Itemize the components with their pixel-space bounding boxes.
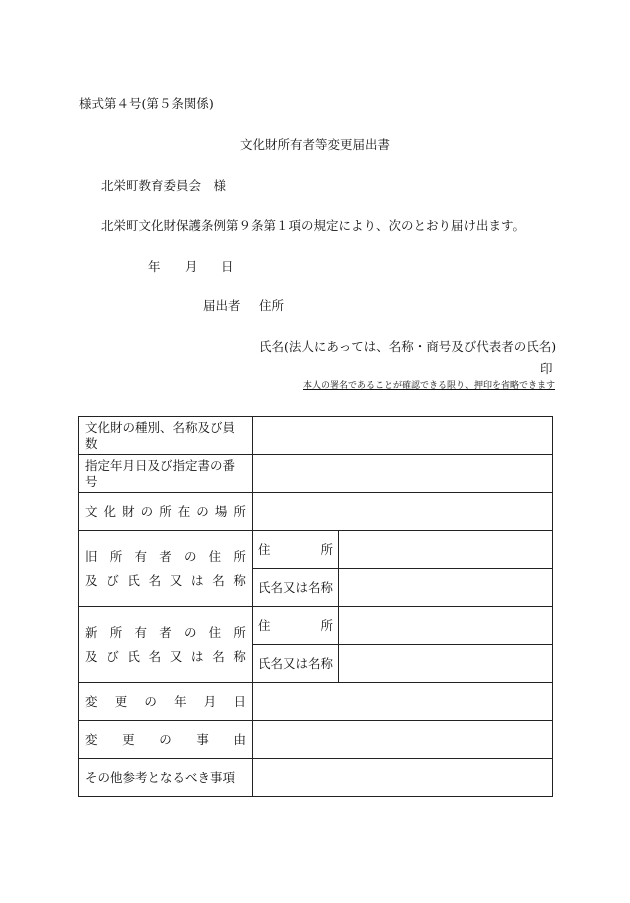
new-owner-line2: 及 び 氏 名 又 は 名 称 — [85, 648, 246, 664]
old-owner-name-value[interactable] — [339, 569, 553, 607]
new-owner-address-value[interactable] — [339, 607, 553, 645]
table-row — [79, 493, 553, 531]
row-label-kind: 文化財の種別、名称及び員数 — [79, 417, 253, 455]
submitter-name-label: 氏名(法人にあっては、名称・商号及び代表者の氏名) — [259, 339, 557, 354]
new-owner-name-label: 氏名又は名称 — [253, 645, 339, 683]
table-row — [79, 683, 553, 721]
kind-value-cell[interactable] — [253, 417, 553, 455]
table-row — [79, 607, 553, 645]
preamble-text: 北栄町文化財保護条例第９条第１項の規定により、次のとおり届け出ます。 — [101, 218, 526, 233]
form-table — [78, 416, 553, 797]
form-number: 様式第４号(第５条関係) — [79, 96, 214, 111]
submitter-label: 届出者 — [203, 298, 241, 313]
row-label-other: その他参考となるべき事項 — [79, 759, 253, 797]
location-label-line: 文 化 財 の 所 在 の 場 所 — [85, 503, 246, 519]
old-owner-address-value[interactable] — [339, 531, 553, 569]
date-day-label: 日 — [221, 259, 234, 274]
row-label-change-date: 変 更 の 年 月 日 — [79, 683, 253, 721]
row-label-old-owner — [79, 531, 253, 607]
table-row — [79, 721, 553, 759]
new-owner-name-value[interactable] — [339, 645, 553, 683]
date-year-label: 年 — [148, 259, 161, 274]
table-row — [79, 455, 553, 493]
change-reason-value-cell[interactable] — [253, 721, 553, 759]
location-value-cell[interactable] — [253, 493, 553, 531]
row-label-new-owner — [79, 607, 253, 683]
new-owner-address-label: 住 所 — [253, 607, 339, 645]
addressee: 北栄町教育委員会 様 — [101, 178, 227, 193]
table-row — [79, 759, 553, 797]
date-month-label: 月 — [185, 259, 198, 274]
old-owner-line2: 及 び 氏 名 又 は 名 称 — [85, 572, 246, 588]
row-label-designation: 指定年月日及び指定書の番号 — [79, 455, 253, 493]
table-row — [79, 531, 553, 569]
seal-mark: 印 — [540, 361, 553, 376]
row-label-change-reason: 変 更 の 事 由 — [79, 721, 253, 759]
document-title: 文化財所有者等変更届出書 — [239, 137, 390, 152]
change-date-value-cell[interactable] — [253, 683, 553, 721]
designation-value-cell[interactable] — [253, 455, 553, 493]
new-owner-line1: 新 所 有 者 の 住 所 — [85, 624, 246, 640]
row-label-location — [79, 493, 253, 531]
table-row — [79, 417, 553, 455]
submitter-address-label: 住所 — [259, 298, 285, 313]
seal-omission-note: 本人の署名であることが確認できる限り、押印を省略できます — [303, 381, 556, 391]
old-owner-address-label: 住 所 — [253, 531, 339, 569]
other-value-cell[interactable] — [253, 759, 553, 797]
old-owner-line1: 旧 所 有 者 の 住 所 — [85, 548, 246, 564]
old-owner-name-label: 氏名又は名称 — [253, 569, 339, 607]
